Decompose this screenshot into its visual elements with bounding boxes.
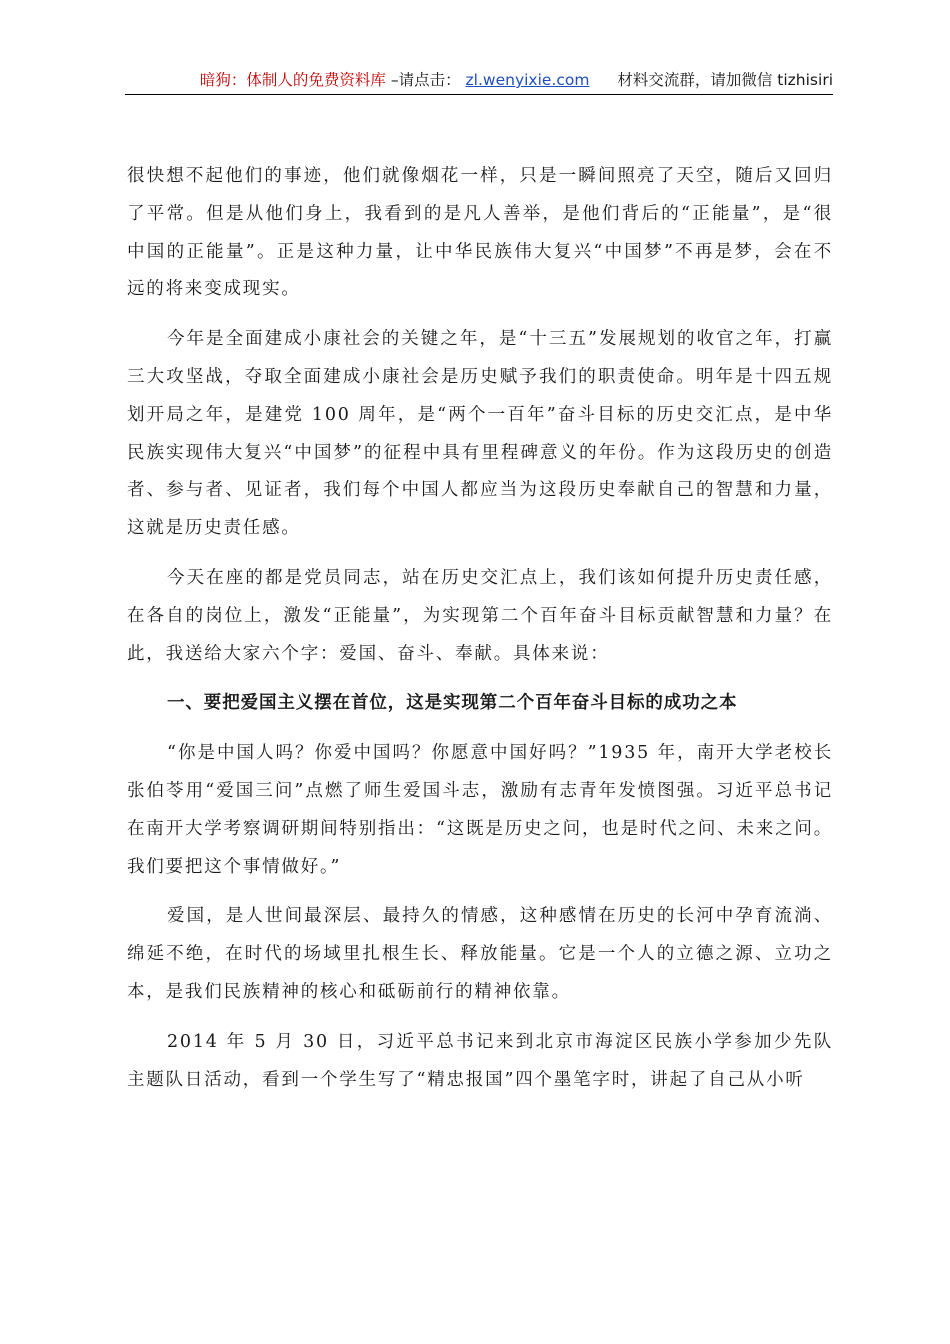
header-brand: 暗狗：体制人的免费资料库 [199, 71, 386, 89]
document-body [127, 158, 833, 1111]
paragraph-5: 爱国，是人世间最深层、最持久的情感，这种感情在历史的长河中孕育流淌、绵延不绝，在时代的场域里扎根生长、释放能量。它是一个人的立德之源、立功之本，是我们民族精神的核心和砥砺前行的精神依靠。 [127, 906, 833, 1002]
header-url-link[interactable]: zl.wenyixie.com [465, 71, 590, 89]
header-prompt: –请点击： [390, 71, 461, 89]
paragraph-4: “你是中国人吗？你爱中国吗？你愿意中国好吗？”1935 年，南开大学老校长张伯苓用“爱国三问”点燃了师生爱国斗志，激励有志青年发愤图强。习近平总书记在南开大学考察调研期间特别指出：“这既是历史之问，也是时代之问、未来之问。我们要把这个事情做好。” [127, 743, 833, 877]
paragraph-3: 今天在座的都是党员同志，站在历史交汇点上，我们该如何提升历史责任感，在各自的岗位上，激发“正能量”，为实现第二个百年奋斗目标贡献智慧和力量？在此，我送给大家六个字：爱国、奋斗、奉献。具体来说： [127, 567, 833, 664]
header-divider [125, 94, 833, 95]
paragraph-1: 很快想不起他们的事迹，他们就像烟花一样，只是一瞬间照亮了天空，随后又回归了平常。但是从他们身上，我看到的是凡人善举，是他们背后的“正能量”，是“很中国的正能量”。正是这种力量，让中华民族伟大复兴“中国梦”不再是梦，会在不远的将来变成现实。 [127, 166, 833, 300]
section-heading: 一、要把爱国主义摆在首位，这是实现第二个百年奋斗目标的成功之本 [167, 693, 738, 714]
paragraph-6: 2014 年 5 月 30 日，习近平总书记来到北京市海淀区民族小学参加少先队主题队日活动，看到一个学生写了“精忠报国”四个墨笔字时，讲起了自己从小听 [127, 1031, 833, 1090]
paragraph-2: 今年是全面建成小康社会的关键之年，是“十三五”发展规划的收官之年，打赢三大攻坚战，夺取全面建成小康社会是历史赋予我们的职责使命。明年是十四五规划开局之年，是建党 100 周年，是“两个一百年”奋斗目标的历史交汇点，是中华民族实现伟大复兴“中国梦”的征程中具有里程碑意义的年份。作为这段历史的创造者、参与者、见证者，我们每个中国人都应当为这段历史奉献自己的智慧和力量，这就是历史责任感。 [127, 329, 833, 539]
page-header [125, 68, 833, 92]
header-contact: 材料交流群，请加微信 tizhisiri [617, 71, 833, 89]
